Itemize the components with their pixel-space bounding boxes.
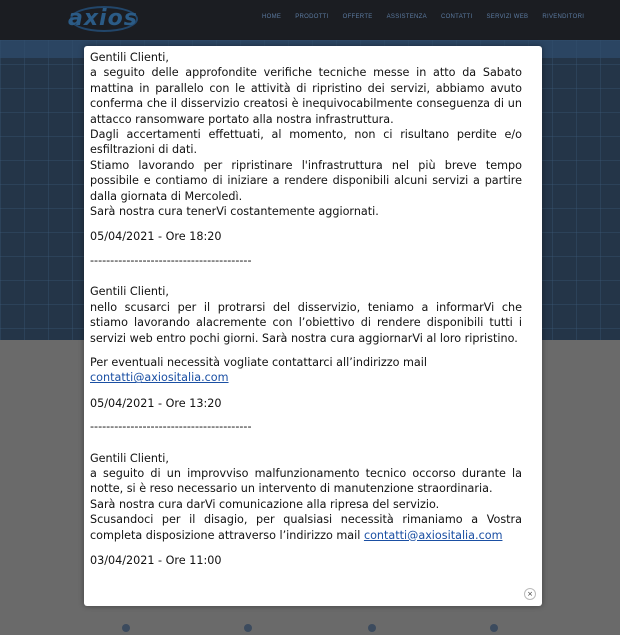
- footer-social-icons: [0, 624, 620, 635]
- notice3-paragraph: a seguito di un improvviso malfunzionamento tecnico occorso durante la notte, si è reso necessario un intervento di manutenzione straordinaria.: [90, 466, 522, 496]
- notice3-paragraph: [90, 512, 522, 543]
- nav-item-home[interactable]: HOME: [262, 14, 282, 20]
- main-nav: [262, 14, 584, 20]
- site-logo[interactable]: axios: [68, 6, 138, 31]
- nav-item-servizi-web[interactable]: SERVIZI WEB: [486, 14, 529, 20]
- modal-body: [90, 50, 522, 568]
- notice2-email-line: [90, 370, 522, 385]
- settings-icon[interactable]: [490, 624, 498, 632]
- notice2-date: 05/04/2021 - Ore 13:20: [90, 396, 222, 410]
- separator: ----------------------------------------: [90, 420, 252, 434]
- site-header: [0, 0, 620, 40]
- close-button[interactable]: ×: [524, 588, 536, 600]
- nav-item-assistenza[interactable]: ASSISTENZA: [386, 14, 427, 20]
- edit-icon[interactable]: [368, 624, 376, 632]
- notice1-greeting: Gentili Clienti,: [90, 51, 169, 64]
- notice1-paragraph: Sarà nostra cura tenerVi costantemente aggiornati.: [90, 205, 379, 219]
- notice3-date: 03/04/2021 - Ore 11:00: [90, 553, 222, 567]
- notice1-paragraph: Dagli accertamenti effettuati, al momento, non ci risultano perdite e/o esfiltrazioni di dati.: [90, 128, 522, 157]
- facebook-icon[interactable]: [122, 624, 130, 632]
- nav-item-rivenditori[interactable]: RIVENDITORI: [542, 14, 585, 20]
- notice3-greeting: Gentili Clienti,: [90, 451, 169, 465]
- separator: ----------------------------------------: [90, 253, 252, 267]
- notice1-date: 05/04/2021 - Ore 18:20: [90, 230, 222, 244]
- nav-item-contatti[interactable]: CONTATTI: [440, 14, 473, 20]
- notice2-paragraph: nello scusarci per il protrarsi del disservizio, teniamo a informarVi che stiamo lavorando alacremente con l’obiettivo di rendere disponibili tutti i servizi web entro pochi giorni. Sarà nostra cura aggiornarVi al loro ripristino.: [90, 300, 522, 345]
- nav-item-offerte[interactable]: OFFERTE: [342, 14, 373, 20]
- notice2-email-link[interactable]: contatti@axiositalia.com: [90, 371, 229, 385]
- notice1-paragraph: a seguito delle approfondite verifiche tecniche messe in atto da Sabato mattina in parallelo con le attività di ripristino dei servizi, abbiamo avuto conferma che il disservizio creatosi è inequivocabilmente conseguenza di un attacco ransomware portato alla nostra infrastruttura.: [90, 66, 522, 126]
- notice2-contact-text: Per eventuali necessità vogliate contattarci all’indirizzo mail: [90, 355, 427, 369]
- social-icon[interactable]: [244, 624, 252, 632]
- notice3-paragraph: Sarà nostra cura darVi comunicazione alla ripresa del servizio.: [90, 497, 440, 511]
- notice3-email-link[interactable]: contatti@axiositalia.com: [363, 528, 503, 542]
- notice2-greeting: Gentili Clienti,: [90, 285, 169, 299]
- notice-modal: [84, 46, 542, 606]
- nav-item-prodotti[interactable]: PRODOTTI: [295, 14, 329, 20]
- notice1-paragraph: Stiamo lavorando per ripristinare l'infrastruttura nel più breve tempo possibile e contiamo di iniziare a rendere disponibili alcuni servizi a partire dalla giornata di Mercoledì.: [90, 158, 522, 203]
- notice3-paragraph-text: Scusandoci per il disagio, per qualsiasi necessità rimaniamo a Vostra completa disposizione attraverso l’indirizzo mail: [90, 513, 522, 542]
